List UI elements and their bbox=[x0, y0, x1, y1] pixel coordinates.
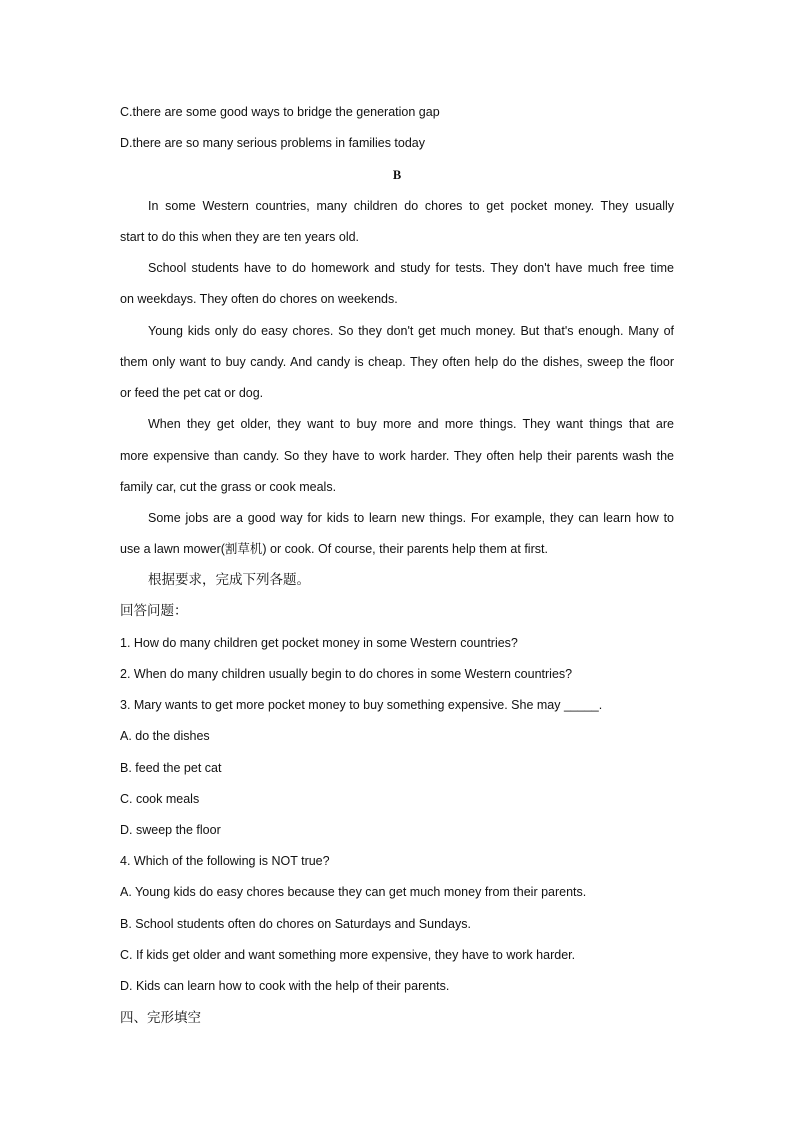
passage-line: family car, cut the grass or cook meals. bbox=[120, 480, 337, 494]
passage-line: Some jobs are a good way for kids to learn new things. For example, they can learn how to bbox=[148, 511, 674, 525]
section-label: B bbox=[392, 168, 402, 182]
passage-line: start to do this when they are ten years old. bbox=[120, 230, 360, 244]
passage-line: or feed the pet cat or dog. bbox=[120, 386, 264, 400]
q3-option-a: A. do the dishes bbox=[120, 729, 210, 743]
q3-option-d: D. sweep the floor bbox=[120, 823, 221, 837]
q4-option-b: B. School students often do chores on Saturdays and Sundays. bbox=[120, 917, 471, 931]
question-4: 4. Which of the following is NOT true? bbox=[120, 854, 330, 868]
option-d-prev: D.there are so many serious problems in families today bbox=[120, 136, 425, 150]
q3-option-c: C. cook meals bbox=[120, 792, 200, 806]
next-section-heading: 四、完形填空 bbox=[120, 1010, 201, 1026]
passage-line: When they get older, they want to buy more and more things. They want things that are bbox=[148, 417, 674, 431]
q4-option-a: A. Young kids do easy chores because they can get much money from their parents. bbox=[120, 885, 587, 899]
option-c-prev: C.there are some good ways to bridge the generation gap bbox=[120, 105, 440, 119]
passage-line: them only want to buy candy. And candy is cheap. They often help do the dishes, sweep the floor bbox=[120, 355, 674, 369]
passage-line: In some Western countries, many children do chores to get pocket money. They usually bbox=[148, 199, 674, 213]
passage-line: Young kids only do easy chores. So they don't get much money. But that's enough. Many of bbox=[148, 324, 674, 338]
q4-option-c: C. If kids get older and want something more expensive, they have to work harder. bbox=[120, 948, 576, 962]
q3-option-b: B. feed the pet cat bbox=[120, 761, 222, 775]
passage-line: more expensive than candy. So they have to work harder. They often help their parents wash the bbox=[120, 449, 674, 463]
answer-heading: 回答问题： bbox=[120, 603, 188, 619]
passage-line: use a lawn mower(割草机) or cook. Of course, their parents help them at first. bbox=[120, 542, 548, 556]
instruction-text: 根据要求，完成下列各题。 bbox=[148, 572, 310, 588]
question-1: 1. How do many children get pocket money in some Western countries? bbox=[120, 636, 518, 650]
passage-line: on weekdays. They often do chores on weekends. bbox=[120, 292, 398, 306]
question-3: 3. Mary wants to get more pocket money to buy something expensive. She may _____. bbox=[120, 698, 603, 712]
passage-line: School students have to do homework and study for tests. They don't have much free time bbox=[148, 261, 674, 275]
question-2: 2. When do many children usually begin to do chores in some Western countries? bbox=[120, 667, 573, 681]
q4-option-d: D. Kids can learn how to cook with the help of their parents. bbox=[120, 979, 450, 993]
